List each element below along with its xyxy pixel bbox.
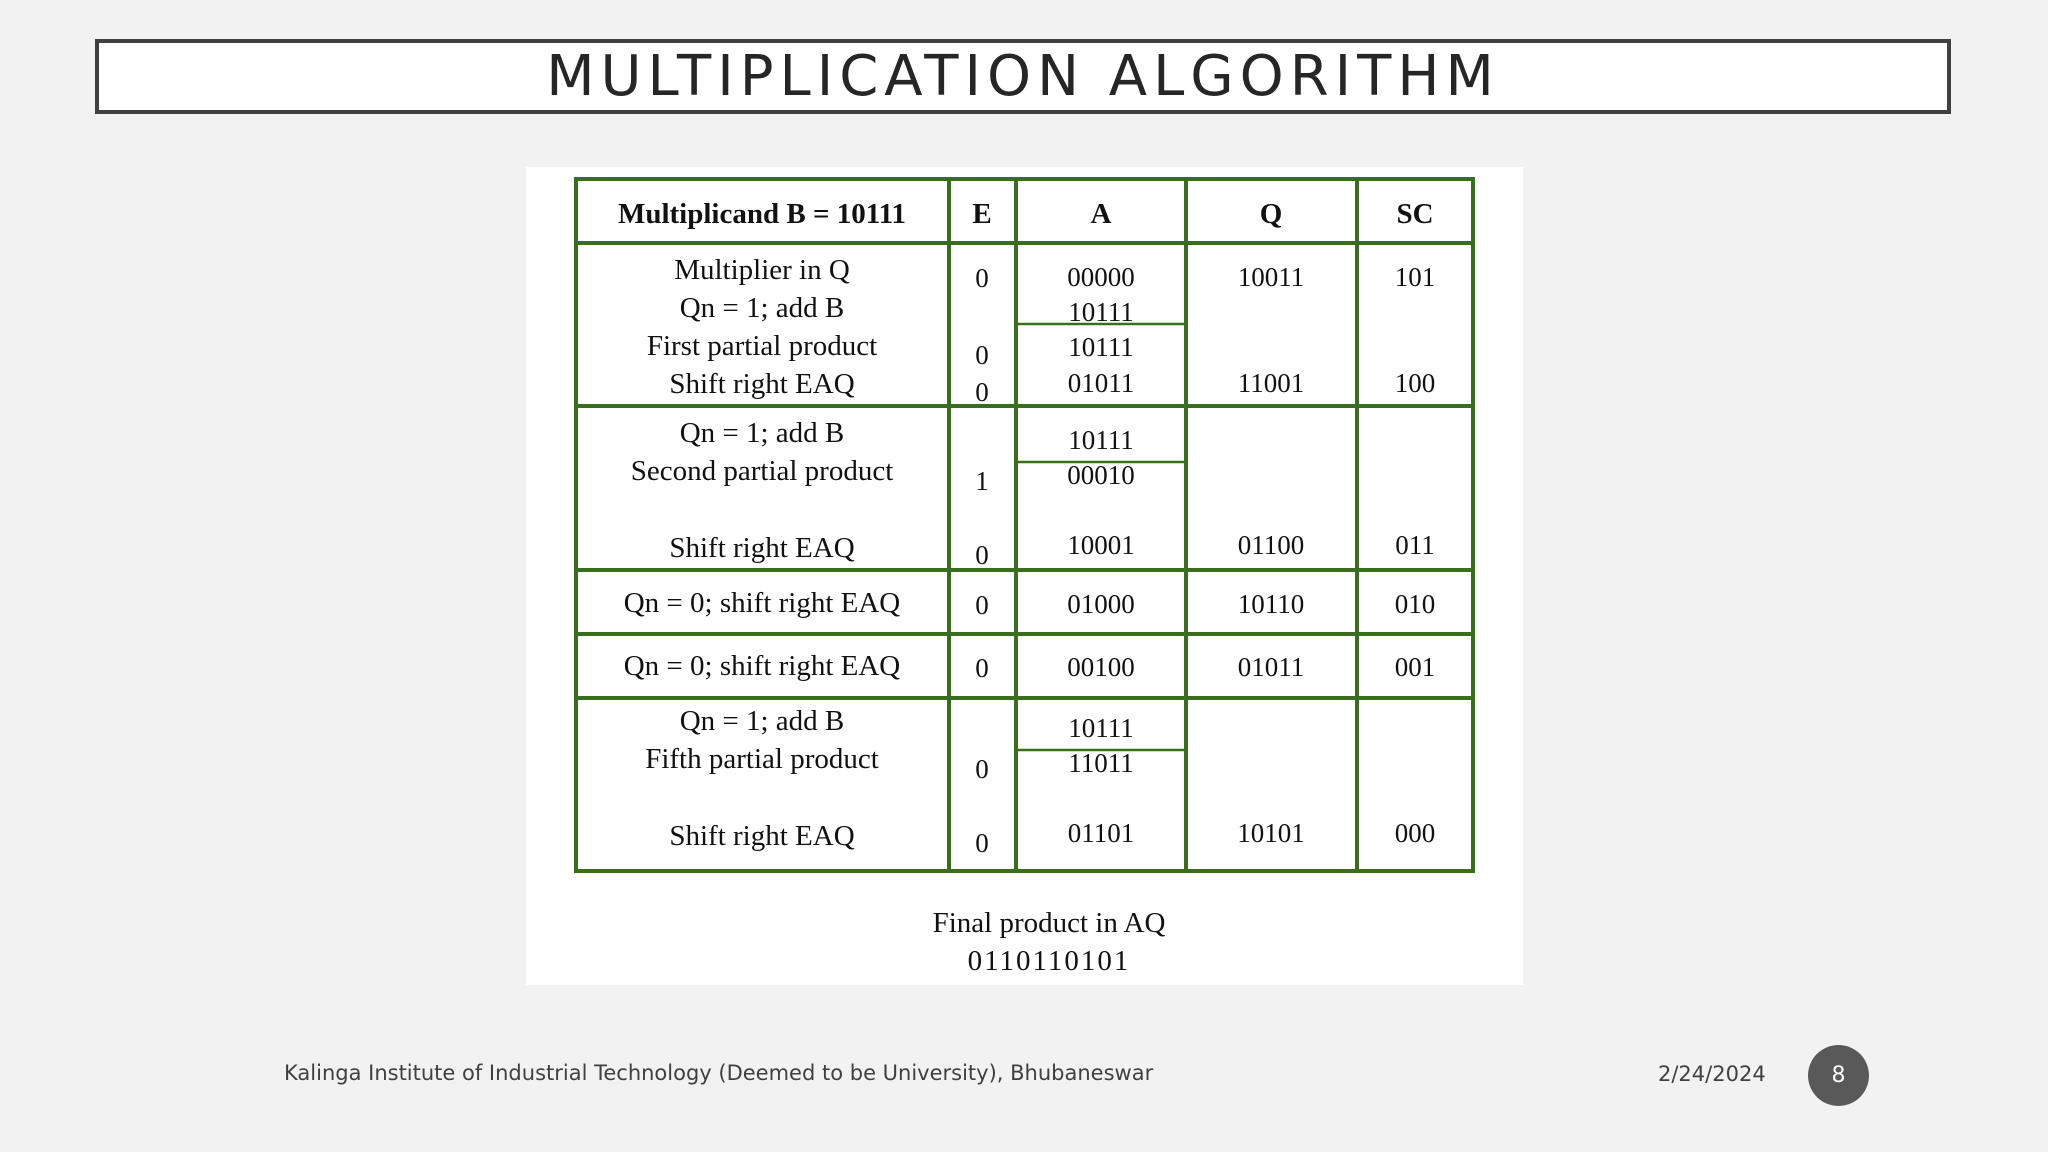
header-e: E xyxy=(972,198,992,230)
row-label: Fifth partial product xyxy=(645,743,879,775)
cell-sc: 011 xyxy=(1395,530,1435,560)
slide-title: MULTIPLICATION ALGORITHM xyxy=(546,43,1500,109)
algorithm-table-svg xyxy=(526,167,1523,985)
cell-a: 00010 xyxy=(1067,460,1135,490)
cell-a: 10111 xyxy=(1068,425,1134,455)
cell-e: 0 xyxy=(975,828,989,858)
row-label: Shift right EAQ xyxy=(669,368,855,400)
header-a: A xyxy=(1090,198,1112,230)
footer-date: 2/24/2024 xyxy=(1658,1062,1766,1086)
cell-a: 10111 xyxy=(1068,713,1134,743)
cell-a: 01101 xyxy=(1067,818,1135,848)
row-label: Shift right EAQ xyxy=(669,532,855,564)
cell-q: 10110 xyxy=(1237,589,1305,619)
cell-a: 10001 xyxy=(1067,530,1135,560)
cell-e: 1 xyxy=(975,466,989,496)
cell-a: 01000 xyxy=(1067,589,1135,619)
cell-q: 10101 xyxy=(1237,818,1305,848)
page-number-badge xyxy=(1808,1045,1869,1106)
algorithm-table-figure xyxy=(526,167,1523,985)
cell-e: 0 xyxy=(975,540,989,570)
header-multiplicand: Multiplicand B = 10111 xyxy=(617,198,907,230)
cell-e: 0 xyxy=(975,340,989,370)
cell-sc: 000 xyxy=(1394,818,1436,848)
cell-sc: 010 xyxy=(1394,589,1436,619)
row-label: Qn = 0; shift right EAQ xyxy=(623,587,901,619)
footer-institution: Kalinga Institute of Industrial Technology (Deemed to be University), Bhubaneswar xyxy=(284,1061,1154,1085)
cell-a: 11011 xyxy=(1068,748,1134,778)
header-sc: SC xyxy=(1396,198,1434,230)
cell-q: 11001 xyxy=(1237,368,1305,398)
cell-e: 0 xyxy=(975,263,989,293)
cell-a: 10111 xyxy=(1068,332,1134,362)
final-product-value: 0110110101 xyxy=(967,945,1131,977)
row-label: Shift right EAQ xyxy=(669,820,855,852)
cell-sc: 001 xyxy=(1394,652,1436,682)
cell-a: 00000 xyxy=(1067,262,1135,292)
row-label: Qn = 1; add B xyxy=(679,292,845,324)
row-label: Multiplier in Q xyxy=(674,254,850,286)
row-label: First partial product xyxy=(646,330,878,362)
row-label: Qn = 1; add B xyxy=(679,417,845,449)
page-number: 8 xyxy=(1831,1063,1846,1088)
cell-q: 01100 xyxy=(1237,530,1305,560)
cell-a: 01011 xyxy=(1067,368,1135,398)
cell-e: 0 xyxy=(975,377,989,407)
cell-e: 0 xyxy=(975,653,989,683)
row-label: Qn = 1; add B xyxy=(679,705,845,737)
cell-a: 00100 xyxy=(1067,652,1135,682)
row-label: Qn = 0; shift right EAQ xyxy=(623,650,901,682)
row-label: Second partial product xyxy=(630,455,894,487)
title-box xyxy=(95,39,1951,114)
header-q: Q xyxy=(1259,198,1283,230)
cell-sc: 101 xyxy=(1394,262,1436,292)
cell-a: 10111 xyxy=(1068,297,1134,327)
cell-q: 01011 xyxy=(1237,652,1305,682)
cell-e: 0 xyxy=(975,590,989,620)
cell-e: 0 xyxy=(975,754,989,784)
cell-sc: 100 xyxy=(1394,368,1436,398)
cell-q: 10011 xyxy=(1237,262,1305,292)
final-product-label: Final product in AQ xyxy=(932,907,1166,939)
